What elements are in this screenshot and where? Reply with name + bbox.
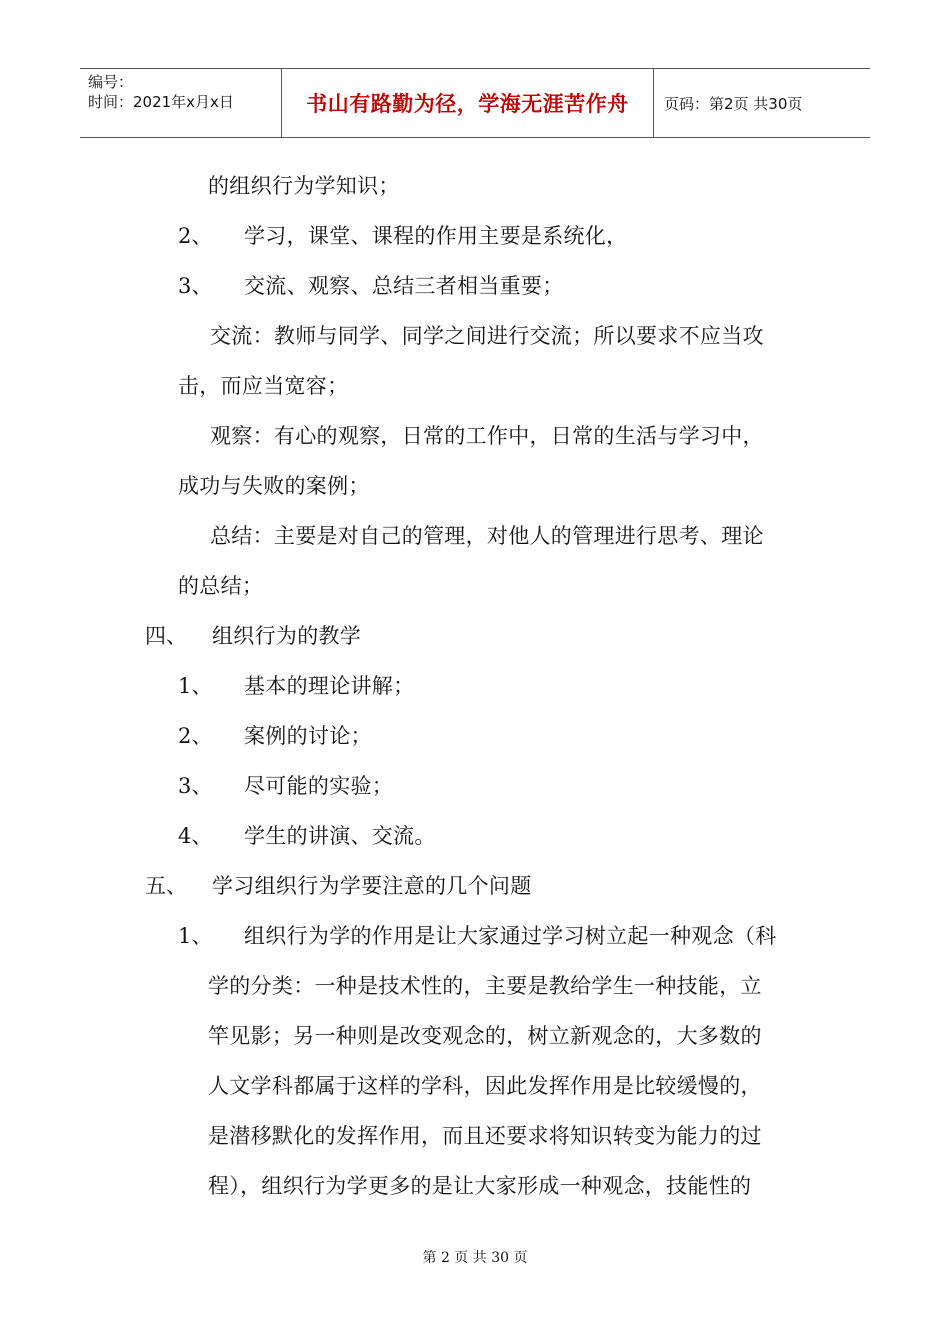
list-number: 1、 — [178, 674, 213, 698]
list-item-text: 基本的理论讲解； — [244, 674, 415, 698]
body-line: 观察：有心的观察，日常的工作中，日常的生活与学习中， — [210, 424, 764, 448]
time-label: 时间：2021年x月x日 — [88, 93, 234, 111]
body-line: 总结：主要是对自己的管理，对他人的管理进行思考、理论 — [210, 524, 764, 548]
list-item-text: 学习，课堂、课程的作用主要是系统化， — [244, 224, 628, 248]
body-line: 程），组织行为学更多的是让大家形成一种观念，技能性的 — [208, 1174, 752, 1198]
list-item-text: 交流、观察、总结三者相当重要； — [244, 274, 564, 298]
header-motto: 书山有路勤为径，学海无涯苦作舟 — [306, 92, 629, 116]
body-line: 交流：教师与同学、同学之间进行交流；所以要求不应当攻 — [210, 324, 764, 348]
section-number: 四、 — [145, 624, 187, 648]
header-motto-cell — [282, 69, 654, 137]
list-number: 3、 — [178, 274, 213, 298]
number-label: 编号： — [88, 73, 134, 91]
list-item-text: 组织行为学的作用是让大家通过学习树立起一种观念（科 — [244, 924, 777, 948]
body-line: 成功与失败的案例； — [178, 474, 370, 498]
body-line: 的总结； — [178, 574, 264, 598]
list-number: 2、 — [178, 724, 213, 748]
page-footer: 第 2 页 共 30 页 — [422, 1250, 528, 1266]
body-line: 是潜移默化的发挥作用，而且还要求将知识转变为能力的过 — [208, 1124, 762, 1148]
body-line: 的组织行为学知识； — [208, 174, 400, 198]
header-meta — [80, 69, 282, 137]
body-line: 击，而应当宽容； — [178, 374, 349, 398]
list-item-text: 学生的讲演、交流。 — [244, 824, 436, 848]
section-number: 五、 — [145, 874, 187, 898]
page-header — [80, 68, 870, 138]
section-heading: 组织行为的教学 — [212, 624, 362, 648]
list-number: 1、 — [178, 924, 213, 948]
list-item-text: 尽可能的实验； — [244, 774, 394, 798]
body-line: 竿见影；另一种则是改变观念的，树立新观念的，大多数的 — [208, 1024, 762, 1048]
body-line: 学的分类：一种是技术性的，主要是教给学生一种技能，立 — [208, 974, 762, 998]
section-heading: 学习组织行为学要注意的几个问题 — [212, 874, 532, 898]
body-line: 人文学科都属于这样的学科，因此发挥作用是比较缓慢的， — [208, 1074, 762, 1098]
list-number: 4、 — [178, 824, 213, 848]
header-page-info: 页码：第2页 共30页 — [664, 94, 803, 113]
list-number: 2、 — [178, 224, 213, 248]
list-item-text: 案例的讨论； — [244, 724, 372, 748]
list-number: 3、 — [178, 774, 213, 798]
